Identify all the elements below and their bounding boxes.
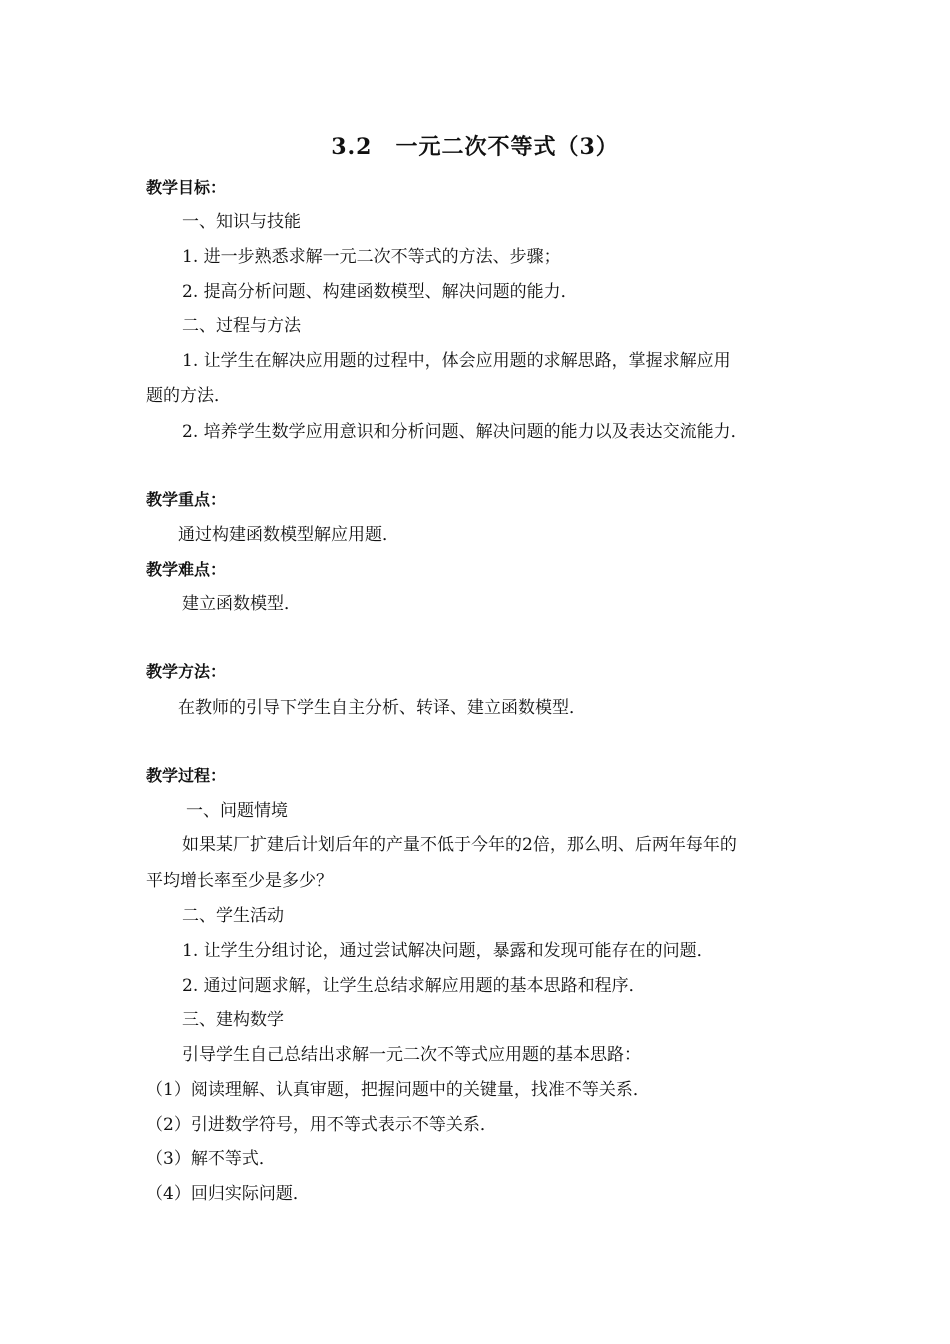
process-sec3-intro: 引导学生自己总结出求解一元二次不等式应用题的基本思路： [182,1045,641,1065]
process-sec3-step3: （3）解不等式． [146,1149,276,1169]
process-sec1-line2: 平均增长率至少是多少？ [146,871,333,891]
process-sec1-line1: 如果某厂扩建后计划后年的产量不低于今年的2倍，那么明、后两年每年的 [182,835,737,855]
process-sec3-title: 三、建构数学 [182,1010,284,1030]
objectives-part2-item2: 2. 培养学生数学应用意识和分析问题、解决问题的能力以及表达交流能力． [182,422,748,442]
objectives-part1-item1: 1. 进一步熟悉求解一元二次不等式的方法、步骤； [182,247,561,267]
objectives-part2-title: 二、过程与方法 [182,316,301,336]
process-sec2-item1: 1. 让学生分组讨论，通过尝试解决问题，暴露和发现可能存在的问题． [182,941,714,961]
process-sec3-step1: （1）阅读理解、认真审题，把握问题中的关键量，找准不等关系． [146,1080,650,1100]
key-point-text: 通过构建函数模型解应用题． [178,525,399,545]
process-sec1-title: 一、问题情境 [186,801,288,821]
process-sec2-item2: 2. 通过问题求解，让学生总结求解应用题的基本思路和程序． [182,976,646,996]
process-heading: 教学过程： [146,766,227,785]
objectives-part2-item1-line1: 1. 让学生在解决应用题的过程中，体会应用题的求解思路，掌握求解应用 [182,351,731,371]
difficulty-text: 建立函数模型． [182,594,301,614]
process-sec2-title: 二、学生活动 [182,906,284,926]
page-title: 3.2 一元二次不等式（3） [331,134,619,160]
objectives-part2-item1-line2: 题的方法． [146,386,231,406]
method-text: 在教师的引导下学生自主分析、转译、建立函数模型． [178,698,586,718]
method-heading: 教学方法： [146,662,227,681]
process-sec3-step2: （2）引进数学符号，用不等式表示不等关系． [146,1115,497,1135]
objectives-heading: 教学目标： [146,178,227,197]
difficulty-heading: 教学难点： [146,560,227,579]
key-point-heading: 教学重点： [146,490,227,509]
process-sec3-step4: （4）回归实际问题． [146,1184,310,1204]
objectives-part1-title: 一、知识与技能 [182,212,301,232]
objectives-part1-item2: 2. 提高分析问题、构建函数模型、解决问题的能力． [182,282,578,302]
